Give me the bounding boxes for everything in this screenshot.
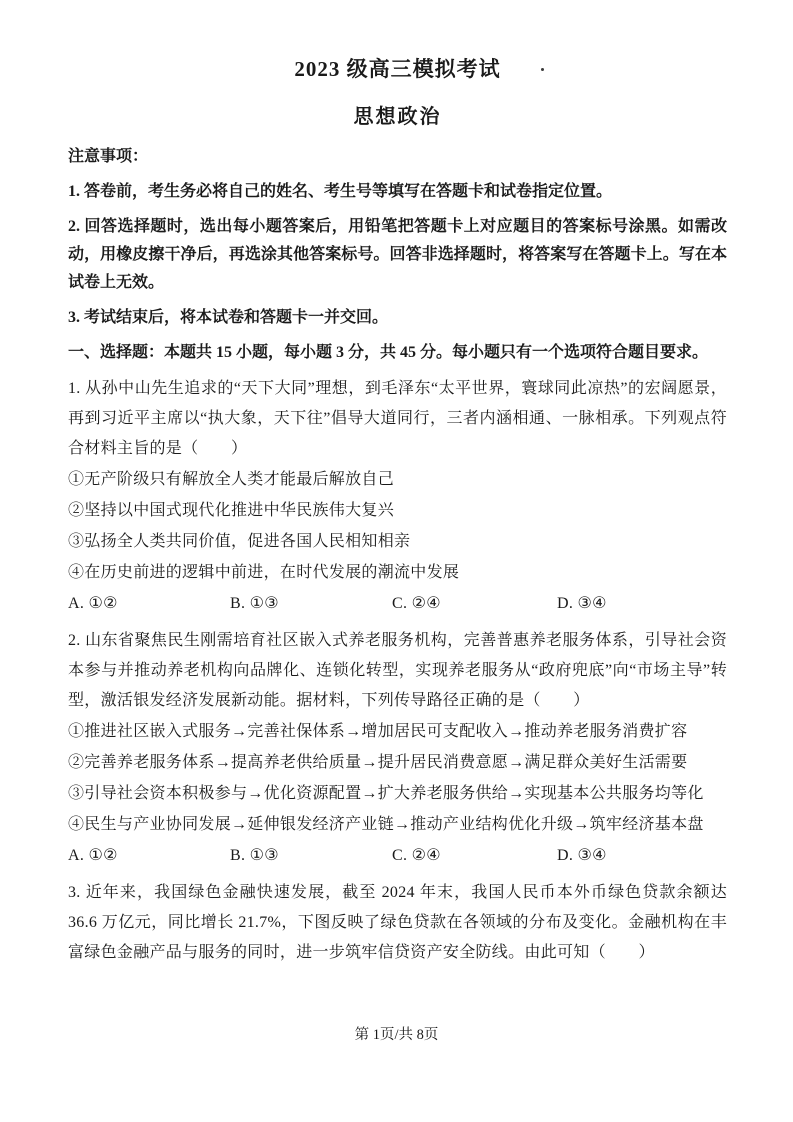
question-2-choice-b: B. ①③: [230, 847, 279, 864]
question-1-choice-b: B. ①③: [230, 595, 279, 612]
question-2: [68, 626, 727, 871]
notice-item-2: 2. 回答选择题时，选出每小题答案后，用铅笔把答题卡上对应题目的答案标号涂黑。如需改动，用橡皮擦干净后，再选涂其他答案标号。回答非选择题时，将答案写在答题卡上。写在本试卷上无效。: [68, 218, 727, 291]
question-2-choice-a: A. ①②: [68, 847, 118, 864]
question-1-statement-2: ②坚持以中国式现代化推进中华民族伟大复兴: [68, 502, 395, 519]
question-1-stem: 1. 从孙中山先生追求的“天下大同”理想，到毛泽东“太平世界，寰球同此凉热”的宏阔愿景，再到习近平主席以“执大象，天下往”倡导大道同行，三者内涵相通、一脉相承。下列观点符合材料主旨的是（ ）: [68, 380, 727, 457]
subject-title: 思想政治: [353, 106, 442, 128]
question-1-choice-a: A. ①②: [68, 595, 118, 612]
question-1-choice-c: C. ②④: [392, 595, 441, 612]
question-1-choice-d: D. ③④: [557, 595, 607, 612]
question-2-statement-3: ③引导社会资本积极参与→优化资源配置→扩大养老服务供给→实现基本公共服务均等化: [68, 785, 704, 802]
question-2-stem: 2. 山东省聚焦民生刚需培育社区嵌入式养老服务机构，完善普惠养老服务体系，引导社会资本参与并推动养老机构向品牌化、连锁化转型，实现养老服务从“政府兜底”向“市场主导”转型，激活银发经济发展新动能。据材料，下列传导路径正确的是（ ）: [68, 632, 727, 709]
question-2-choice-d: D. ③④: [557, 847, 607, 864]
notice-heading: 注意事项：: [68, 148, 149, 165]
question-2-statement-2: ②完善养老服务体系→提高养老供给质量→提升居民消费意愿→满足群众美好生活需要: [68, 754, 688, 771]
question-2-choice-c: C. ②④: [392, 847, 441, 864]
question-3-stem: 3. 近年来，我国绿色金融快速发展，截至 2024 年末，我国人民币本外币绿色贷款余额达 36.6 万亿元，同比增长 21.7%，下图反映了绿色贷款在各领域的分布及变化。金融机构在丰富绿色金融产品与服务的同时，进一步筑牢信贷资产安全防线。由此可知（ ）: [68, 884, 727, 961]
section-heading: 一、选择题：本题共 15 小题，每小题 3 分，共 45 分。每小题只有一个选项符合题目要求。: [68, 344, 709, 361]
notice-section: [68, 143, 727, 332]
question-1-statement-3: ③弘扬全人类共同价值，促进各国人民相知相亲: [68, 533, 411, 550]
ink-speck: [541, 68, 544, 71]
question-2-statement-4: ④民生与产业协同发展→延伸银发经济产业链→推动产业结构优化升级→筑牢经济基本盘: [68, 816, 704, 833]
question-2-statement-1: ①推进社区嵌入式服务→完善社保体系→增加居民可支配收入→推动养老服务消费扩容: [68, 723, 688, 740]
page-footer: 第 1页/共 8页: [354, 1027, 439, 1043]
question-3: [68, 878, 727, 968]
notice-item-3: 3. 考试结束后，将本试卷和答题卡一并交回。: [68, 309, 389, 326]
notice-item-1: 1. 答卷前，考生务必将自己的姓名、考生号等填写在答题卡和试卷指定位置。: [68, 183, 613, 200]
question-1: [68, 374, 727, 619]
question-1-statement-4: ④在历史前进的逻辑中前进，在时代发展的潮流中发展: [68, 564, 460, 581]
question-2-choices: [68, 840, 727, 871]
question-1-statement-1: ①无产阶级只有解放全人类才能最后解放自己: [68, 471, 395, 488]
page-title: 2023 级高三模拟考试: [294, 57, 501, 81]
question-1-choices: [68, 588, 727, 619]
